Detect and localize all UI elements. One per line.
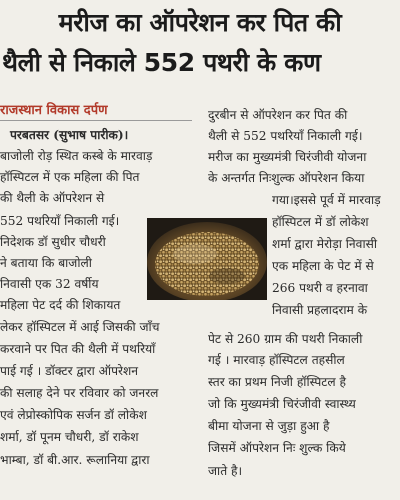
left-line-6: निदेशक डॉ सुधीर चौधरी [0, 235, 106, 249]
right-line-17: जाते है। [208, 464, 243, 478]
left-line-2: बाजोली रोड़ स्थित कस्बे के मारवाड़ [0, 149, 153, 163]
left-line-14: एवं लेप्रोस्कोपिक सर्जन डॉ लोकेश [0, 408, 147, 422]
left-line-9: महिला पेट दर्द की शिकायत [0, 298, 121, 312]
left-line-8: निवासी एक 32 वर्षीय [0, 277, 99, 291]
right-line-12: गई । मारवाड़ हॉस्पिटल तहसील [208, 353, 345, 367]
right-line-13: स्तर का प्रथम निजी हॉस्पिटल है [208, 375, 347, 389]
left-line-3: हॉस्पिटल में एक महिला की पित [0, 170, 140, 184]
left-line-11: करवाने पर पित की थैली में पथरियाँ [0, 342, 156, 356]
right-line-3: मरीज का मुख्यमंत्री चिरंजीवी योजना [208, 150, 367, 164]
headline-line-2: थैली से निकाले 552 पथरी के कण [2, 48, 321, 77]
left-line-5: 552 पथरियाँ निकाली गई। [0, 214, 120, 228]
dateline: परबतसर (सुभाष पारीक)। [10, 128, 129, 142]
headline-line-1: मरीज का ऑपरेशन कर पित की [58, 8, 342, 37]
publication-byline: राजस्थान विकास दर्पण [0, 103, 108, 118]
right-line-10: निवासी प्रहलादराम के [272, 303, 368, 317]
right-line-2: थैली से 552 पथरियाँ निकाली गई। [208, 129, 363, 143]
right-line-11: पेट से 260 ग्राम की पथरी निकाली [208, 332, 363, 346]
right-line-15: बीमा योजना से जुड़ा हुआ है [208, 419, 330, 433]
right-line-9: 266 पथरी व हरनावा [272, 281, 368, 295]
gallstones-photo [147, 218, 267, 300]
gallstones-illustration [147, 218, 267, 300]
right-line-6: हॉस्पिटल में डॉ लोकेश [272, 215, 369, 229]
right-line-8: एक महिला के पेट में से [272, 259, 374, 273]
left-line-12: पाई गई । डॉक्टर द्वारा ऑपरेशन [0, 364, 139, 378]
left-line-16: भाम्बा, डॉ बी.आर. रूलानिया द्वारा [0, 453, 150, 467]
right-line-7: शर्मा द्वारा मेरोड़ा निवासी [272, 237, 378, 251]
right-line-5: गया।इससे पूर्व में मारवाड़ [272, 193, 381, 207]
right-line-14: जो कि मुख्यमंत्री चिरंजीवी स्वास्थ्य [208, 397, 356, 411]
right-line-16: जिसमें ऑपरेशन निः शुल्क किये [208, 441, 346, 455]
left-line-15: शर्मा, डॉ पूनम चौधरी, डॉ राकेश [0, 430, 139, 444]
left-line-4: की थैली के ऑपरेशन से [0, 191, 105, 205]
right-line-1: दुरबीन से ऑपरेशन कर पित की [208, 108, 348, 122]
left-line-10: लेकर हॉस्पिटल में आई जिसकी जाँच [0, 320, 160, 334]
left-line-7: ने बताया कि बाजोली [0, 256, 92, 270]
right-line-4: के अन्तर्गत निःशुल्क ऑपरेशन किया [208, 171, 365, 185]
left-line-13: की सलाह देने पर रविवार को जनरल [0, 386, 159, 400]
